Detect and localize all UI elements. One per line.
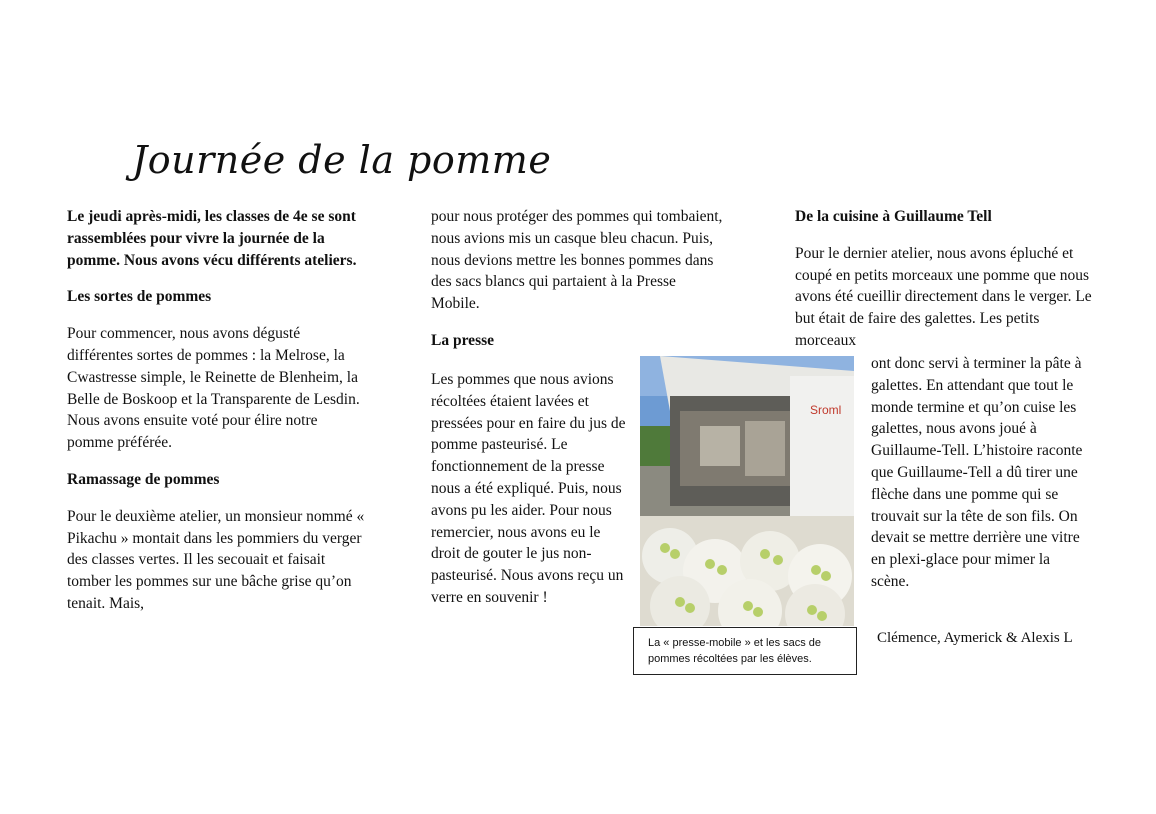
paragraph-ramassage-continued: pour nous protéger des pommes qui tombaient, nous avions mis un casque bleu chacun. Puis, nous devions mettre les bonnes pommes dans des sacs blancs qui partaient à la Presse Mobile. xyxy=(431,208,723,313)
paragraph-presse: Les pommes que nous avions récoltées étaient lavées et pressées pour en faire du jus de pomme pasteurisé. Le fonctionnement de la presse nous a été expliqué. Puis, nous avons pu les aider. Pour nous remercier, nous avons eu le droit de gouter le jus non-pasteurisé. Nous avons reçu un verre en souvenir ! xyxy=(431,371,626,606)
section-heading-sortes: Les sortes de pommes xyxy=(67,288,212,306)
column-1 xyxy=(67,206,367,630)
paragraph-ramassage: Pour le deuxième atelier, un monsieur nommé « Pikachu » montait dans les pommiers du verger des classes vertes. Il les secouait et faisait tomber les pommes sur une bâche grise qu’on tenait. Mais, xyxy=(67,507,365,612)
paragraph-sortes: Pour commencer, nous avons dégusté différentes sortes de pommes : la Melrose, la Cwastresse simple, le Reinette de Blenheim, la Belle de Boskoop et la Transparente de Lesdin. Nous avons ensuite voté pour élire notre pomme préférée. xyxy=(67,325,360,452)
truck-logo: Sroml xyxy=(810,403,842,417)
section-heading-cuisine: De la cuisine à Guillaume Tell xyxy=(795,208,992,225)
paragraph-cuisine-continued: ont donc servi à terminer la pâte à galettes. En attendant que tout le monde termine et qu’on cuise les galettes, nous avons joué à Guillaume-Tell. L’histoire raconte que Guillaume-Tell a dû tirer une flèche dans une pomme qui se trouvait sur la tête de son fils. On devait se mettre derrière une vitre en plexi-glace pour mimer la scène. xyxy=(871,355,1083,590)
intro-paragraph: Le jeudi après-midi, les classes de 4e se sont rassemblées pour vivre la journée de la pomme. Nous avons vécu différents ateliers. xyxy=(67,208,357,269)
section-heading-presse: La presse xyxy=(431,331,495,349)
signature: Clémence, Aymerick & Alexis L xyxy=(877,630,1073,646)
page-title: Journée de la pomme xyxy=(132,138,552,182)
column-2 xyxy=(431,206,726,367)
presse-mobile-photo xyxy=(640,356,854,626)
column-3 xyxy=(795,206,1095,352)
section-heading-ramassage: Ramassage de pommes xyxy=(67,470,220,488)
photo-caption: La « presse-mobile » et les sacs de pommes récoltées par les élèves. xyxy=(633,627,857,675)
paragraph-cuisine: Pour le dernier atelier, nous avons épluché et coupé en petits morceaux une pomme que nous avons été cueillir directement dans le verger. Le but était de faire des galettes. Les petits morceaux xyxy=(795,244,1092,349)
